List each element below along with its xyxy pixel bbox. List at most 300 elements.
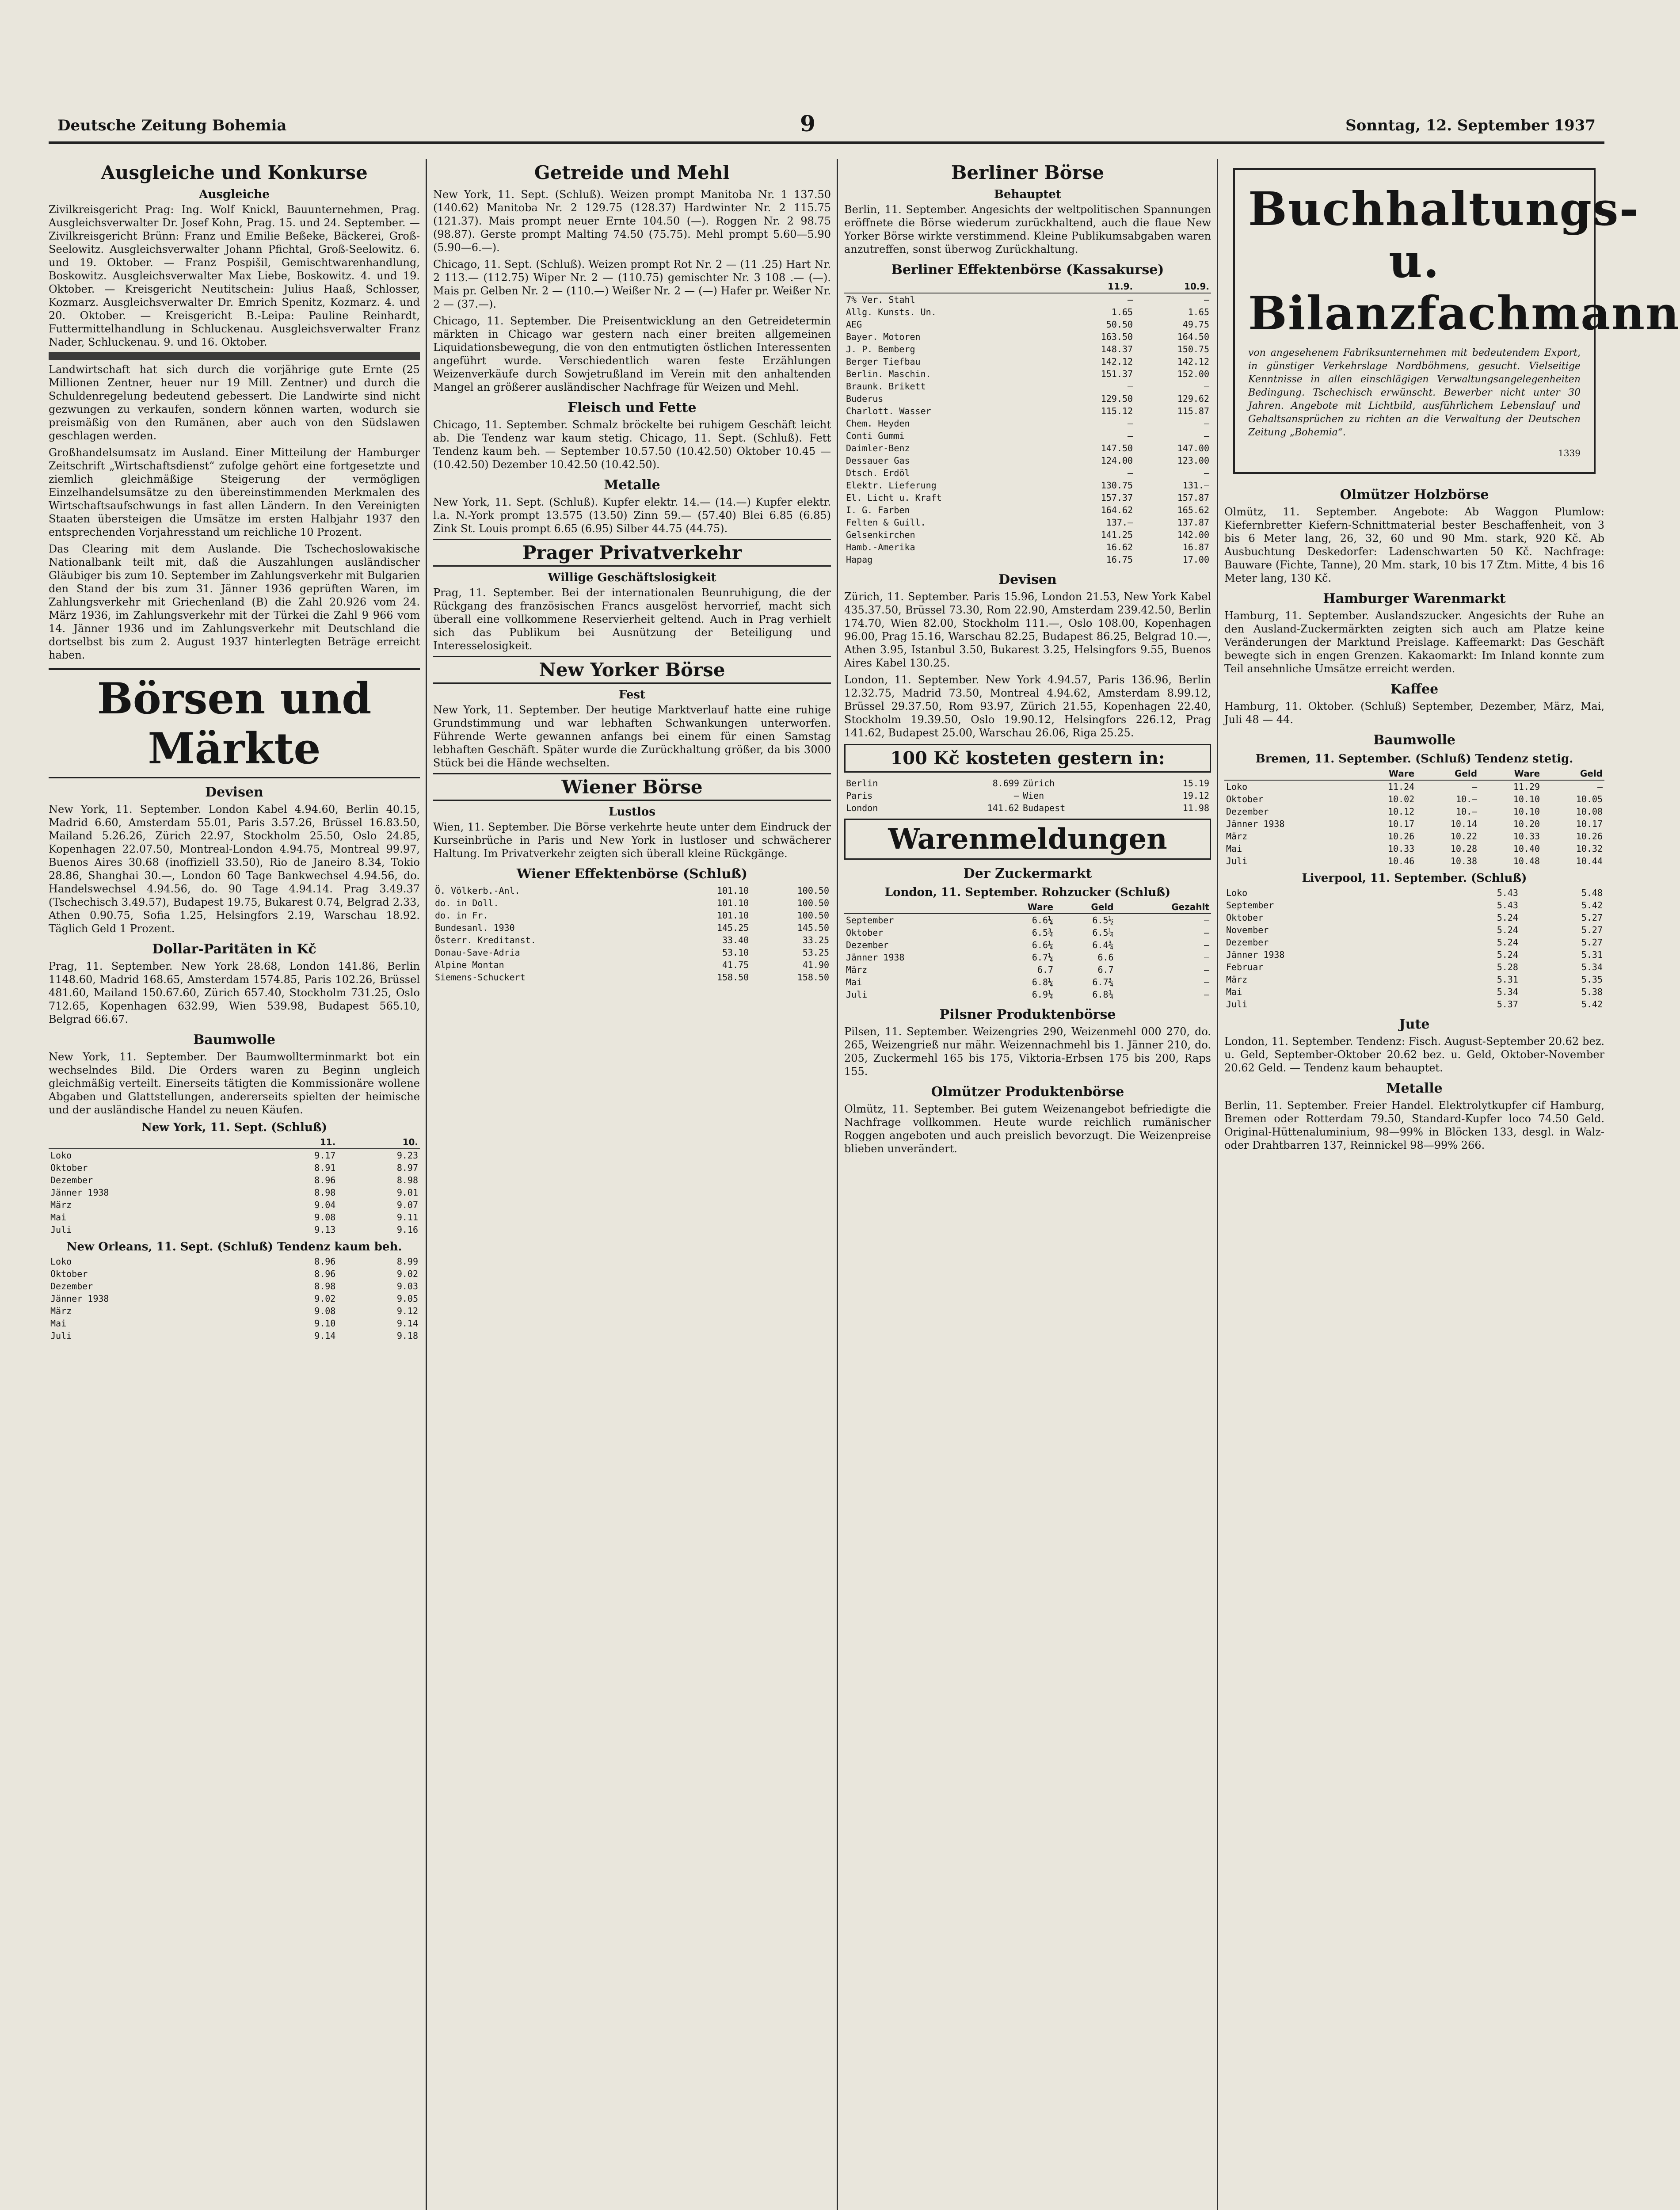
table-header: 11.9. [1058,280,1135,293]
cell: November [1226,925,1269,935]
cell: I. G. Farben [846,505,910,515]
section-title: Prager Privatverkehr [433,539,831,567]
table-header [49,1136,255,1149]
cell: 5.34 [1581,962,1603,972]
cell: 10.14 [1450,819,1478,829]
cell: 130.75 [1101,480,1133,491]
cell: 5.28 [1497,962,1518,972]
cell: 6.7 [1037,964,1054,975]
section-title: Getreide und Mehl [534,162,730,183]
table-row [844,926,1211,939]
cell: 9.08 [314,1306,336,1316]
table-row [49,1268,420,1280]
table-row [844,529,1211,541]
cell: Jänner 1938 [846,952,905,963]
article-text: Olmütz, 11. September. Bei gutem Weizenangebot befriedigte die Nachfrage vollkommen. Heute wurde reichlich rumänischer Roggen angeboten und auch preislich bevorzugt. Die Weizenpreise blieben unverändert. [844,1103,1211,1155]
table-row [49,1162,420,1174]
divider [49,352,420,360]
cell: 152.00 [1177,369,1209,379]
subsection-title: Devisen [205,785,263,800]
subsection-title: Baumwolle [1373,732,1456,748]
cell: 5.27 [1581,937,1603,948]
table-row [1224,998,1604,1010]
section-title: Berliner Börse [951,162,1105,183]
cell: 17.00 [1182,554,1209,565]
cell: 9.16 [396,1224,418,1235]
masthead-title: Deutsche Zeitung Bohemia [57,117,287,134]
cell: 10.22 [1450,831,1478,842]
issue-date: Sonntag, 12. September 1937 [1345,117,1596,134]
table-row [844,306,1211,318]
cell: Dezember [846,940,889,950]
cell: Hamb.-Amerika [846,542,915,552]
table-row [1224,780,1604,793]
cell: 9.10 [314,1318,336,1329]
cell: 141.62 [987,803,1019,813]
table-row [844,454,1211,467]
table-row [49,1211,420,1223]
table-row [1224,842,1604,855]
table-row [844,976,1211,988]
cell: 142.12 [1101,356,1133,367]
cell: Elektr. Lieferung [846,480,937,491]
table-row [1224,986,1604,998]
cell: 8.96 [314,1269,336,1279]
cell: Österr. Kreditanst. [435,935,536,945]
cell: 11.24 [1387,781,1415,792]
section-title: New Yorker Börse [433,656,831,684]
cell: 9.11 [396,1212,418,1223]
cell: Juli [50,1224,72,1235]
cell: 147.00 [1177,443,1209,453]
cell: Zürich [1022,778,1055,789]
cell: Berger Tiefbau [846,356,921,367]
table-row [844,777,1211,789]
cell: 6.7¾ [1092,977,1114,987]
cell: 158.50 [797,972,829,983]
cell: Chem. Heyden [846,418,910,429]
cell: 10.26 [1387,831,1415,842]
article-text: Berlin, 11. September. Angesichts der weltpolitischen Spannungen eröffnete die Börse wiederum zurückhaltend, auch die flaue New Yorker Börse wirkte verstimmend. Kleine Publikumsabgaben waren anzutreffen, sonst überwog Zurückhaltung. [844,203,1211,255]
table-row [844,516,1211,529]
subsection-title: Hamburger Warenmarkt [1323,591,1506,606]
cell: Berlin [846,778,878,789]
cell: 10.05 [1576,794,1603,804]
table-header [844,280,1058,293]
cell: 9.14 [396,1318,418,1329]
cell: 1.65 [1111,307,1133,317]
cell: 10.44 [1576,856,1603,866]
cell: — [1128,294,1133,305]
cell: Mai [50,1318,67,1329]
cell: 115.12 [1101,406,1133,416]
table-row [844,914,1211,926]
article-text: New York, 11. Sept. (Schluß). Kupfer elektr. 14.— (14.—) Kupfer elektr. l.a. N.-York prompt 13.575 (13.50) Zinn 59.— (57.40) Blei 6.85 (6.85) Zink St. Louis prompt 6.65 (6.95) Silber 44.75 (44.75). [433,496,831,535]
table-caption: New Orleans, 11. Sept. (Schluß) Tendenz kaum beh. [66,1240,402,1254]
exchange-box-title: 100 Kč kosteten gestern in: [844,744,1211,773]
cell: 145.50 [797,922,829,933]
cell: Gelsenkirchen [846,530,915,540]
cell: 164.50 [1177,332,1209,342]
section-title: Wiener Börse [433,773,831,801]
cell: 19.12 [1182,790,1209,801]
cell: Bundesanl. 1930 [435,922,515,933]
cell: 8.98 [396,1175,418,1185]
cell: El. Licht u. Kraft [846,492,942,503]
table-row [433,959,831,971]
cell: 5.31 [1581,949,1603,960]
cell: — [1597,781,1603,792]
cell: Dezember [50,1175,93,1185]
cell: März [1226,974,1248,985]
cell: 41.90 [802,960,829,970]
newspaper-page [49,110,1680,2210]
cell: 10.10 [1513,794,1540,804]
cell: 6.4¾ [1092,940,1114,950]
table-row [1224,818,1604,830]
cell: 16.75 [1106,554,1133,565]
cell: Donau-Save-Adria [435,947,520,958]
cell: 164.62 [1101,505,1133,515]
cell: Oktober [846,927,884,938]
cell: 5.42 [1581,900,1603,911]
cell: 8.98 [314,1187,336,1198]
cell: 137.87 [1177,517,1209,528]
column-rule [426,159,427,2210]
cell: September [846,915,894,926]
cell: 141.25 [1101,530,1133,540]
table-row [844,492,1211,504]
cell: 10.28 [1450,843,1478,854]
article-text: Hamburg, 11. Oktober. (Schluß) September, Dezember, März, Mai, Juli 48 — 44. [1224,700,1604,726]
cell: do. in Fr. [435,910,488,921]
cell: Oktober [50,1269,88,1279]
cell: 6.5¼ [1092,927,1114,938]
cell: 158.50 [716,972,749,983]
cell: 137.— [1106,517,1133,528]
table-row [433,884,831,897]
cell: Oktober [1226,912,1264,923]
cell: Oktober [1226,794,1264,804]
cell: 8.699 [992,778,1019,789]
table-row [1224,936,1604,949]
cell: 5.24 [1497,925,1518,935]
table-row [844,988,1211,1001]
table-row [1224,899,1604,911]
article-text: New York, 11. September. Der heutige Marktverlauf hatte eine ruhige Grundstimmung und war lebhaften Schwankungen unterworfen. Führende Werte gewannen anfangs bei einem für einen Samstag lebhaften Geschäft. Später wurde die Zurückhaltung größer, da bis 3000 Stück bei die Hände wechselten. [433,704,831,769]
cell: Bayer. Motoren [846,332,921,342]
subsection-title: Ausgleiche [199,188,270,201]
table-row [433,946,831,959]
cell: 5.38 [1581,987,1603,997]
article-text: London, 11. September. New York 4.94.57, Paris 136.96, Berlin 12.32.75, Madrid 73.50, Montreal 4.94.62, Amsterdam 8.99.12, Brüssel 29.37.50, Rom 93.97, Zürich 21.55, Kopenhagen 22.40, Stockholm 19.39.50, Oslo 19.90.12, Helsingfors 226.12, Prag 141.62, Budapest 25.00, Warschau 26.06, Riga 25.25. [844,674,1211,739]
cell: 9.17 [314,1150,336,1161]
table-row [49,1149,420,1162]
subsection-title: Kaffee [1390,682,1439,697]
cell: 8.99 [396,1256,418,1267]
table-header: Geld [1416,767,1479,780]
subsection-title: Lustlos [609,805,655,819]
subsection-title: Der Zuckermarkt [963,866,1092,881]
cell: 10.33 [1387,843,1415,854]
page-number: 9 [800,110,815,137]
cell: 10.38 [1450,856,1478,866]
cell: 5.35 [1581,974,1603,985]
cell: 150.75 [1177,344,1209,354]
cell: — [1204,468,1209,478]
article-text: Hamburg, 11. September. Auslandszucker. Angesichts der Ruhe an den Ausland-Zuckermärkten zeigten sich auch am Platze keine Veränderungen der Marktund Preislage. Kaffeemarkt: Das Geschäft bewegte sich in engen Grenzen. Kakaomarkt: Im Inland konnte zum Teil ansehnliche Umsätze erreicht werden. [1224,610,1604,675]
table-row [49,1199,420,1211]
cell: 5.48 [1581,888,1603,898]
table-header [844,901,987,914]
table-row [433,971,831,983]
cell: 10.20 [1513,819,1540,829]
cell: 10.17 [1576,819,1603,829]
cell: Paris [846,790,873,801]
bremen-cotton-table [1224,767,1604,867]
cell: 10.48 [1513,856,1540,866]
cell: 101.10 [716,885,749,896]
table-row [844,417,1211,430]
cell: 5.24 [1497,912,1518,923]
table-header: Ware [1479,767,1542,780]
liverpool-cotton-table [1224,887,1604,1010]
cell: 148.37 [1101,344,1133,354]
article-text: Prag, 11. September. Bei der internationalen Beunruhigung, die der Rückgang des französischen Francs ausgelöst hervorrief, macht sich überall eine vollkommene Reservierheit geltend. Auch in Prag verhielt sich das Publikum bei Ausnützung der Beteiligung und Interesselosigkeit. [433,587,831,652]
cell: 33.25 [802,935,829,945]
cell: 9.14 [314,1330,336,1341]
cell: Alpine Montan [435,960,504,970]
column-1 [49,159,420,2210]
cell: März [50,1306,72,1316]
section-title: Ausgleiche und Konkurse [101,162,368,183]
cell: Daimler-Benz [846,443,910,453]
cell: 5.34 [1497,987,1518,997]
table-header: Ware [987,901,1055,914]
table-caption: Liverpool, 11. September. (Schluß) [1302,872,1527,885]
column-3 [844,159,1211,2210]
cell: Hapag [846,554,873,565]
cotton-no-table [49,1255,420,1342]
cell: Loko [50,1150,72,1161]
cell: 10.40 [1513,843,1540,854]
cell: Juli [50,1330,72,1341]
cell: Buderus [846,393,884,404]
cell: 165.62 [1177,505,1209,515]
table-row [844,430,1211,442]
article-text: Chicago, 11. Sept. (Schluß). Weizen prompt Rot Nr. 2 — (11 .25) Hart Nr. 2 113.— (112.75) Wiper Nr. 2 — (110.75) gemischter Nr. 3 108 .— (—). Mais pr. Gelben Nr. 2 — (110.—) Weißer Nr. 2 — (—) Hafer pr. Weißer Nr. 2 — (37.—). [433,258,831,310]
cell: 10.12 [1387,806,1415,817]
cell: 33.40 [722,935,749,945]
subsection-title: Metalle [1386,1081,1443,1096]
cell: 6.7¼ [1032,952,1054,963]
table-header: 11. [255,1136,338,1149]
table-row [844,802,1211,814]
cell: 5.24 [1497,937,1518,948]
vienna-stocks-table [433,884,831,983]
table-row [49,1255,420,1268]
cell: September [1226,900,1274,911]
cell: 16.62 [1106,542,1133,552]
subsection-title: Dollar-Paritäten in Kč [152,941,316,957]
cell: März [50,1200,72,1210]
table-row [844,951,1211,964]
ad-text: von angesehenem Fabriksunternehmen mit bedeutendem Export, in günstiger Verkehrslage Nordböhmens, gesucht. Vielseitige Kenntnisse in allen einschlägigen Verwaltungsangelegenheiten Bedingung. Tschechisch erwünscht. Bewerber nicht unter 30 Jahren. Angebote mit Lichtbild, ausführlichem Lebenslauf und Gehaltsansprüchen zu richten an die Verwaltung der Deutschen Zeitung „Bohemia“. [1248,347,1581,438]
cell: Jänner 1938 [1226,819,1285,829]
table-header: 10.9. [1135,280,1211,293]
section-banner: Börsen und Märkte [49,668,420,778]
cell: 10.08 [1576,806,1603,817]
cell: 9.08 [314,1212,336,1223]
cell: 9.07 [396,1200,418,1210]
cell: 6.8¼ [1032,977,1054,987]
cell: Loko [1226,888,1248,898]
cell: AEG [846,319,862,330]
cell: Juli [1226,999,1248,1010]
column-rule [837,159,838,2210]
table-row [1224,805,1604,818]
article-text: Chicago, 11. September. Schmalz bröckelte bei ruhigem Geschäft leicht ab. Die Tendenz war kaum stetig. Chicago, 11. Sept. (Schluß). Fett Tendenz kaum beh. — September 10.57.50 (10.42.50) Oktober 10.45 — (10.42.50) Dezember 10.42.50 (10.42.50). [433,419,831,471]
cell: 9.18 [396,1330,418,1341]
table-header: Geld [1055,901,1116,914]
subsection-title: Olmützer Produktenbörse [931,1084,1124,1100]
cell: 10.26 [1576,831,1603,842]
column-4 [1224,159,1680,2210]
article-text: New York, 11. September. Der Baumwollterminmarkt bot ein wechselndes Bild. Die Orders waren zu Beginn ungleich gleichmäßig verteilt. Einerseits tätigten die Kommissionäre wollene Abgaben und Glattstellungen, andererseits spielten der heimische und der ausländische Handel zu neuen Käufen. [49,1051,420,1116]
article-text: Prag, 11. September. New York 28.68, London 141.86, Berlin 1148.60, Madrid 168.65, Amsterdam 1574.85, Paris 102.26, Brüssel 481.60, Mailand 150.67.60, Zürich 657.40, Stockholm 731.25, Oslo 712.65, Kopenhagen 632.99, Wien 539.98, Budapest 565.10, Belgrad 66.67. [49,960,420,1025]
cell: Mai [1226,987,1242,997]
cell: 9.04 [314,1200,336,1210]
cell: 1.65 [1188,307,1209,317]
cell: — [1204,294,1209,305]
cell: Dezember [1226,806,1269,817]
cell: 5.27 [1581,912,1603,923]
table-row [1224,855,1604,867]
column-rule [1217,159,1218,2210]
table-row [1224,961,1604,973]
article-text: Wien, 11. September. Die Börse verkehrte heute unter dem Eindruck der Kurseinbrüche in Paris und New York in lustloser und schwächerer Haltung. Im Privatverkehr zeigten sich überall kleine Rückgänge. [433,821,831,860]
cell: 115.87 [1177,406,1209,416]
table-row [844,368,1211,380]
cell: 10.33 [1513,831,1540,842]
table-row [844,380,1211,392]
cell: — [1128,381,1133,392]
table-row [844,964,1211,976]
cell: Felten & Guill. [846,517,926,528]
cell: 131.— [1182,480,1209,491]
subsection-title: Fest [618,688,646,701]
table-caption: Bremen, 11. September. (Schluß) Tendenz stetig. [1255,752,1573,766]
cell: — [1204,927,1209,938]
table-row [1224,911,1604,924]
cell: 100.50 [797,898,829,908]
table-row [844,541,1211,553]
cell: — [1128,468,1133,478]
table-row [844,789,1211,802]
cell: Juli [1226,856,1248,866]
cell: London [846,803,878,813]
table-row [433,922,831,934]
cell: Jänner 1938 [1226,949,1285,960]
cell: — [1472,781,1478,792]
table-row [844,504,1211,516]
cell: Februar [1226,962,1264,972]
subsection-title: Jute [1399,1017,1430,1032]
cell: 9.05 [396,1293,418,1304]
subsection-title: Olmützer Holzbörse [1340,487,1489,503]
cell: 8.98 [314,1281,336,1292]
table-header: Gezahlt [1116,901,1211,914]
table-row [844,939,1211,951]
cell: 16.87 [1182,542,1209,552]
cell: — [1204,431,1209,441]
table-row [1224,887,1604,899]
cell: 10.— [1455,806,1478,817]
subsection-title: Willige Geschäftslosigkeit [548,571,716,584]
cell: 5.27 [1581,925,1603,935]
cell: — [1204,940,1209,950]
cell: 124.00 [1101,455,1133,466]
cell: 6.8¾ [1092,989,1114,1000]
cell: 6.9¼ [1032,989,1054,1000]
cell: 8.97 [396,1162,418,1173]
table-row [844,318,1211,331]
subsection-title: Pilsner Produktenbörse [939,1007,1116,1022]
cell: Jänner 1938 [50,1293,109,1304]
cell: 145.25 [716,922,749,933]
cell: 9.13 [314,1224,336,1235]
cell: — [1204,915,1209,926]
table-row [844,293,1211,306]
cell: 157.37 [1101,492,1133,503]
table-row [844,467,1211,479]
cell: 10.46 [1387,856,1415,866]
article-text: Zivilkreisgericht Prag: Ing. Wolf Knickl, Bauunternehmen, Prag. Ausgleichsverwalter Dr. Josef Kohn, Prag. 15. und 24. September. — Zivilkreisgericht Brünn: Franz und Emilie Beßeke, Bäckerei, Groß-Seelowitz. Ausgleichsverwalter Johann Pfichtal, Groß-Seelowitz. 6. und 19. Oktober. — Franz Pospišil, Gemischtwarenhandlung, Boskowitz. Ausgleichsverwalter Max Liebe, Boskowitz. 4. und 19. Oktober. — Kreisgericht Neutitschein: Julius Haaß, Schlosser, Kozmarz. Ausgleichsverwalter Dr. Emrich Spenitz, Kozmarz. 4. und 20. Oktober. — Kreisgericht B.-Leipa: Pauline Reinhardt, Futtermittelhandlung in Schluckenau. Ausgleichsverwalter Franz Nader, Schluckenau. 9. und 16. Oktober. [49,203,420,348]
cell: 6.6 [1097,952,1114,963]
subsection-title: Berliner Effektenbörse (Kassakurse) [891,262,1164,278]
cell: — [1204,952,1209,963]
subsection-title: Fleisch und Fette [568,400,697,415]
cell: Mai [1226,843,1242,854]
cell: — [1204,381,1209,392]
cell: 5.43 [1497,900,1518,911]
table-header: 10. [337,1136,420,1149]
table-row [433,934,831,946]
cell: 147.50 [1101,443,1133,453]
cell: — [1128,431,1133,441]
table-row [49,1174,420,1186]
cell: Dessauer Gas [846,455,910,466]
subsection-title: Behauptet [994,188,1061,201]
cell: do. in Doll. [435,898,499,908]
table-row [1224,793,1604,805]
cell: 9.02 [396,1269,418,1279]
article-text: Zürich, 11. September. Paris 15.96, London 21.53, New York Kabel 435.37.50, Brüssel 73.30, Rom 22.90, Amsterdam 239.42.50, Berlin 174.70, Wien 82.00, Stockholm 111.—, Oslo 108.00, Kopenhagen 96.00, Prag 15.16, Warschau 82.25, Budapest 86.25, Belgrad 10.—, Athen 3.95, Istanbul 3.50, Bukarest 3.25, Helsingfors 9.55, Buenos Aires Kabel 130.25. [844,591,1211,669]
table-row [49,1223,420,1236]
cell: 101.10 [716,898,749,908]
cell: Juli [846,989,868,1000]
subsection-title: Metalle [604,477,660,493]
cell: 6.7 [1097,964,1114,975]
cell: 5.37 [1497,999,1518,1010]
running-head [49,110,1604,144]
cell: Wien [1022,790,1044,801]
cotton-ny-table [49,1136,420,1236]
table-row [844,331,1211,343]
table-header: Geld [1542,767,1604,780]
table-row [1224,973,1604,986]
cell: 123.00 [1177,455,1209,466]
